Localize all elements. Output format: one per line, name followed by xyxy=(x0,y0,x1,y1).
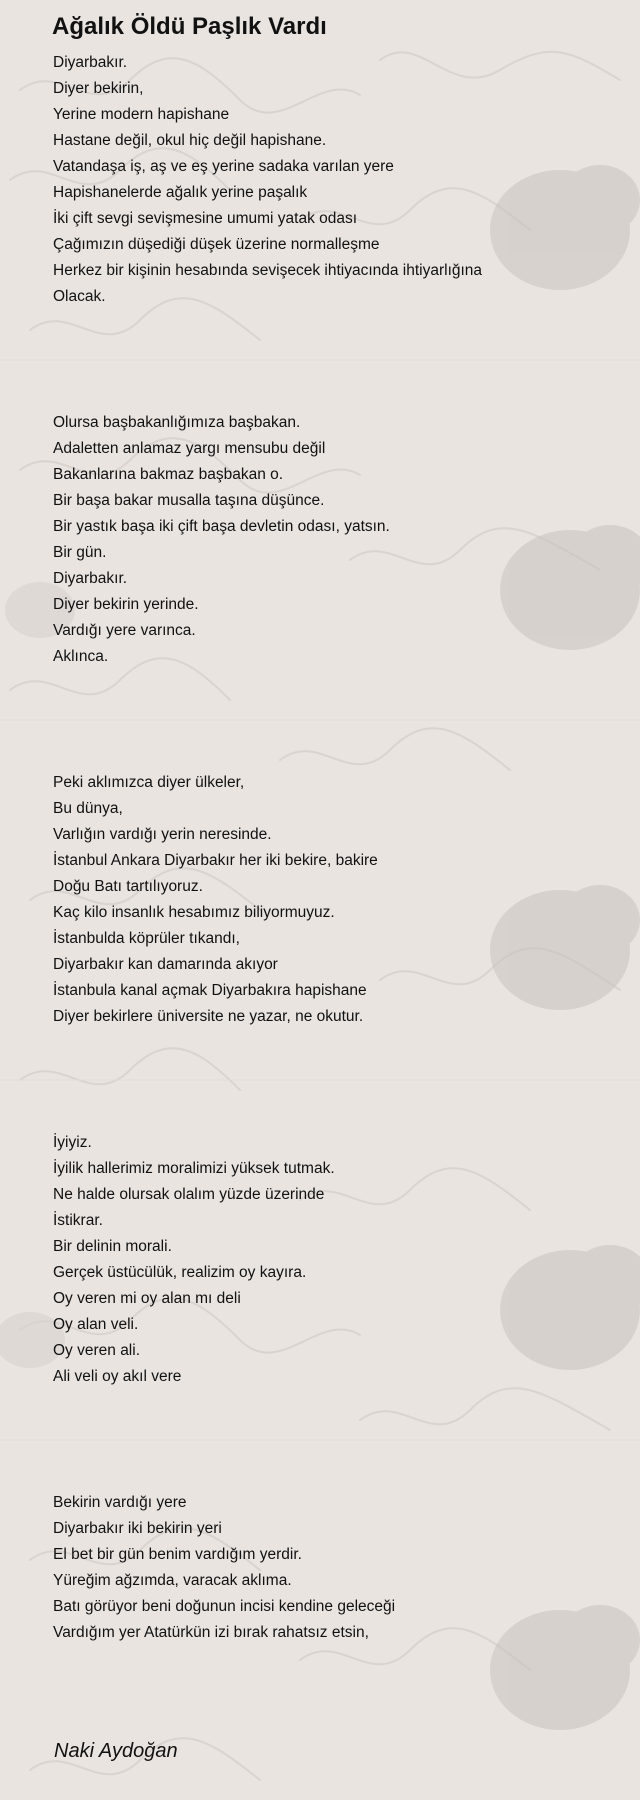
poem-line: İki çift sevgi sevişmesine umumi yatak odası xyxy=(53,210,358,227)
poem-line: Ne halde olursak olalım yüzde üzerinde xyxy=(53,1186,325,1203)
stanza-1 xyxy=(53,50,482,310)
poem-line: İyiyiz. xyxy=(53,1134,92,1151)
poem-line: Diyer bekirin yerinde. xyxy=(53,596,199,613)
poem-line: Oy veren mi oy alan mı deli xyxy=(53,1290,241,1307)
poem-line: Bir delinin morali. xyxy=(53,1238,172,1255)
poem-line: Gerçek üstücülük, realizim oy kayıra. xyxy=(53,1264,307,1281)
poem-line: Çağımızın düşediği düşek üzerine normalleşme xyxy=(53,236,380,253)
poem-line: Hastane değil, okul hiç değil hapishane. xyxy=(53,132,327,149)
poem-line: İstikrar. xyxy=(53,1212,103,1229)
poem-line: Aklınca. xyxy=(53,648,109,665)
poem-line: Ali veli oy akıl vere xyxy=(53,1368,182,1385)
poem-line: Yüreğim ağzımda, varacak aklıma. xyxy=(53,1572,292,1589)
poem-line: Diyer bekirlere üniversite ne yazar, ne okutur. xyxy=(53,1008,364,1025)
poem-line: Adaletten anlamaz yargı mensubu değil xyxy=(53,440,326,457)
poem-line: Herkez bir kişinin hesabında sevişecek ihtiyacında ihtiyarlığına xyxy=(53,262,483,279)
poem-line: Oy alan veli. xyxy=(53,1316,139,1333)
poem-line: Vatandaşa iş, aş ve eş yerine sadaka varılan yere xyxy=(53,158,394,175)
poem-line: Bir yastık başa iki çift başa devletin odası, yatsın. xyxy=(53,518,390,535)
poem-line: Vardığı yere varınca. xyxy=(53,622,196,639)
poem-line: Bir gün. xyxy=(53,544,107,561)
poem-line: Kaç kilo insanlık hesabımız biliyormuyuz. xyxy=(53,904,335,921)
poem-line: İstanbulda köprüler tıkandı, xyxy=(53,930,240,947)
poem-line: Diyarbakır iki bekirin yeri xyxy=(53,1520,222,1537)
poem-line: İyilik hallerimiz moralimizi yüksek tutmak. xyxy=(53,1160,335,1177)
poem-author: Naki Aydoğan xyxy=(54,1740,178,1762)
poem-line: Doğu Batı tartılıyoruz. xyxy=(53,878,203,895)
poem-line: Diyarbakır. xyxy=(53,570,128,587)
poem-line: Olacak. xyxy=(53,288,106,305)
poem-line: Yerine modern hapishane xyxy=(53,106,230,123)
stanza-4 xyxy=(53,1130,335,1390)
poem-line: Bir başa bakar musalla taşına düşünce. xyxy=(53,492,325,509)
stanza-2 xyxy=(53,410,390,670)
poem-line: Oy veren ali. xyxy=(53,1342,141,1359)
poem-line: Diyarbakır. xyxy=(53,54,128,71)
poem-line: Varlığın vardığı yerin neresinde. xyxy=(53,826,272,843)
stanza-5 xyxy=(53,1490,395,1646)
poem-line: El bet bir gün benim vardığım yerdir. xyxy=(53,1546,302,1563)
poem-line: Diyer bekirin, xyxy=(53,80,144,97)
poem-line: Vardığım yer Atatürkün izi bırak rahatsız etsin, xyxy=(53,1624,369,1641)
poem-line: İstanbul Ankara Diyarbakır her iki bekire, bakire xyxy=(53,852,378,869)
poem-line: Bu dünya, xyxy=(53,800,123,817)
poem-title: Ağalık Öldü Paşlık Vardı xyxy=(52,13,327,40)
poem-line: Diyarbakır kan damarında akıyor xyxy=(53,956,278,973)
stanza-3 xyxy=(53,770,378,1030)
poem-line: İstanbula kanal açmak Diyarbakıra hapishane xyxy=(53,982,367,999)
poem-line: Olursa başbakanlığımıza başbakan. xyxy=(53,414,301,431)
poem-line: Bekirin vardığı yere xyxy=(53,1494,187,1511)
poem-line: Peki aklımızca diyer ülkeler, xyxy=(53,774,245,791)
poem-line: Batı görüyor beni doğunun incisi kendine geleceği xyxy=(53,1598,396,1615)
poem-line: Hapishanelerde ağalık yerine paşalık xyxy=(53,184,308,201)
poem-line: Bakanlarına bakmaz başbakan o. xyxy=(53,466,284,483)
